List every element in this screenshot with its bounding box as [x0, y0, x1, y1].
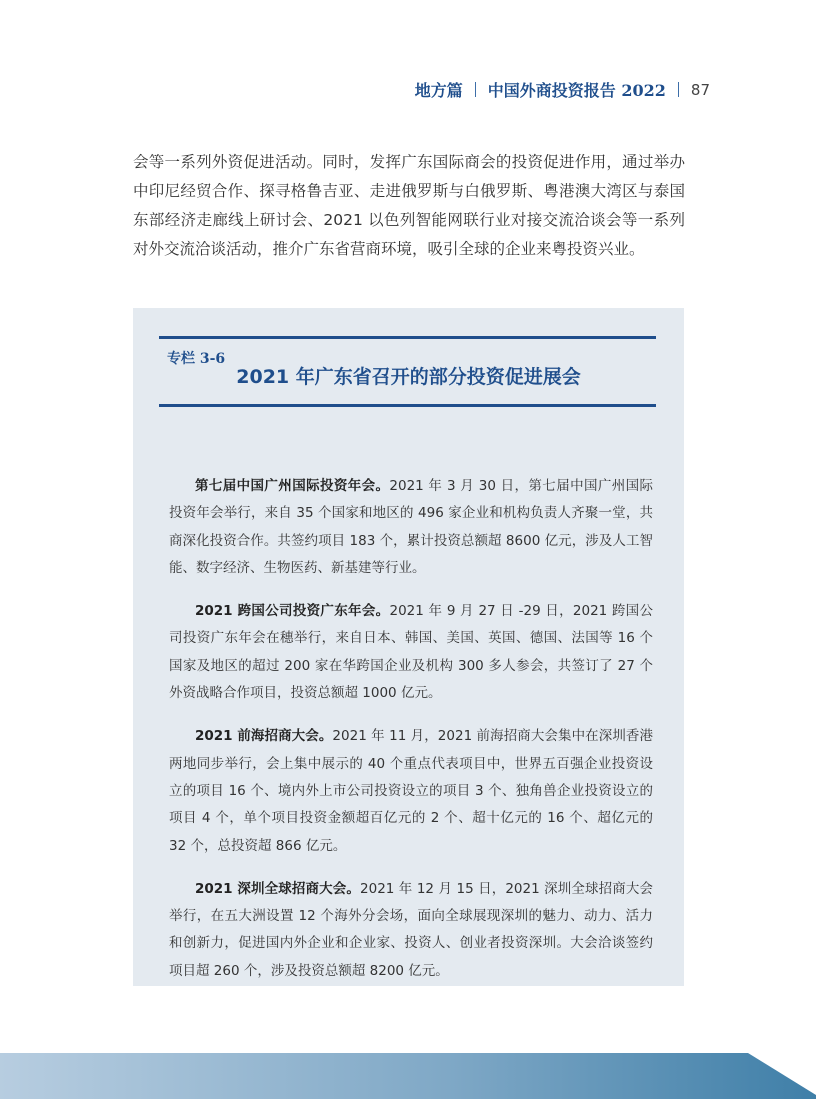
entry-lead: 2021 前海招商大会。 [195, 728, 333, 745]
entry-text: 2021 年 12 月 15 日，2021 深圳全球招商大会举行，在五大洲设置 12 个海外分会场，面向全球展现深圳的魅力、动力、活力和创新力，促进国内外企业和企业家、投资人、创业者投资深圳。大会洽谈签约项目超 260 个，涉及投资总额超 8200 亿元。 [169, 880, 653, 979]
box-entry [169, 723, 653, 859]
box-entries [169, 473, 653, 1001]
header-divider [475, 82, 476, 97]
entry-lead: 第七届中国广州国际投资年会。 [195, 478, 390, 494]
header-divider [678, 82, 679, 97]
sidebar-box [133, 308, 684, 986]
box-entry [169, 876, 653, 985]
header-report-title: 中国外商投资报告 2022 [487, 81, 666, 100]
entry-text: 2021 年 11 月，2021 前海招商大会集中在深圳香港两地同步举行，会上集中展示的 40 个重点代表项目中，世界五百强企业投资设立的项目 16 个、境内外上市公司投资设立的项目 3 个、独角兽企业投资设立的项目 4 个，单个项目投资金额超百亿元的 2 个、超十亿元的 16 个、超亿元的 32 个，总投资超 866 亿元。 [169, 728, 653, 854]
box-entry [169, 598, 653, 707]
running-header [415, 78, 710, 101]
box-bottom-rule [159, 404, 656, 407]
intro-paragraph: 会等一系列外资促进活动。同时，发挥广东国际商会的投资促进作用，通过举办中印尼经贸合作、探寻格鲁吉亚、走进俄罗斯与白俄罗斯、粤港澳大湾区与泰国东部经济走廊线上研讨会、2021 以色列智能网联行业对接交流洽谈会等一系列对外交流洽谈活动，推介广东省营商环境，吸引全球的企业来粤投资兴业。 [133, 153, 685, 258]
page-number: 87 [690, 80, 710, 99]
entry-text: 2021 年 9 月 27 日 -29 日，2021 跨国公司投资广东年会在穗举行，来自日本、韩国、美国、英国、德国、法国等 16 个国家及地区的超过 200 家在华跨国企业及机构 300 多人参会，共签订了 27 个外资战略合作项目，投资总额超 1000 亿元。 [169, 603, 653, 702]
footer-band [0, 1053, 816, 1099]
entry-text: 2021 年 3 月 30 日，第七届中国广州国际投资年会举行，来自 35 个国家和地区的 496 家企业和机构负责人齐聚一堂，共商深化投资合作。共签约项目 183 个，累计投资总额超 8600 亿元，涉及人工智能、数字经济、生物医药、新基建等行业。 [169, 478, 653, 576]
box-label: 专栏 3-6 [167, 351, 226, 367]
header-section: 地方篇 [414, 81, 463, 100]
box-entry [169, 473, 653, 582]
box-top-rule [159, 336, 656, 339]
entry-lead: 2021 跨国公司投资广东年会。 [195, 603, 390, 620]
entry-lead: 2021 深圳全球招商大会。 [195, 880, 361, 897]
box-title: 2021 年广东省召开的部分投资促进展会 [236, 366, 581, 388]
